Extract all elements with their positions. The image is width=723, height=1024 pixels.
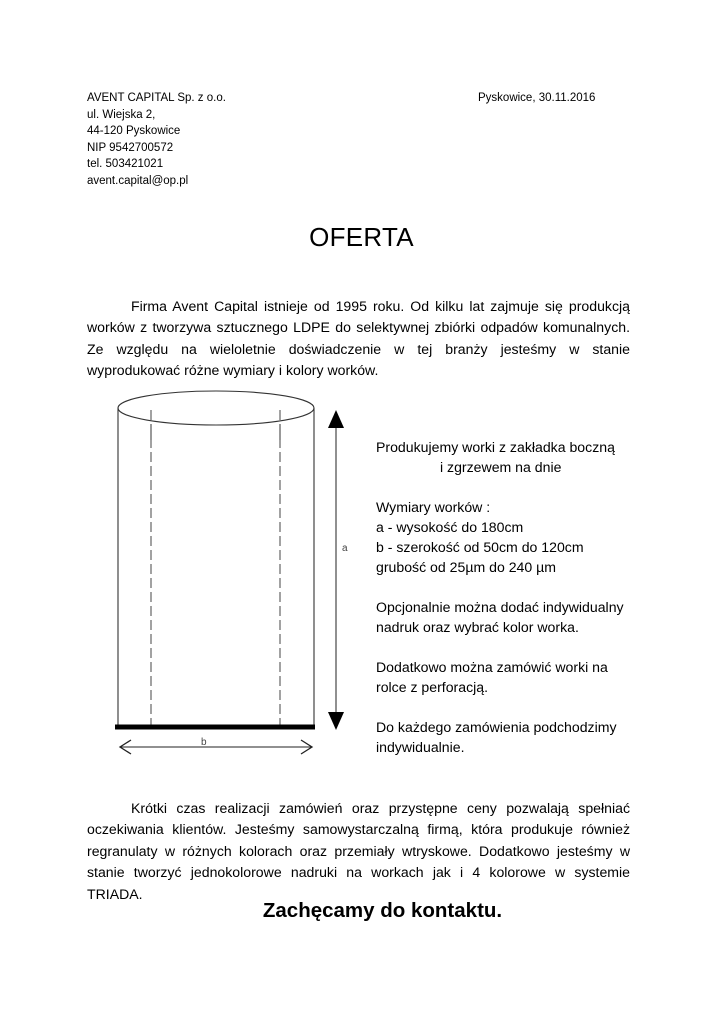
sender-phone: tel. 503421021 — [87, 158, 164, 171]
place-date: Pyskowice, 30.11.2016 — [478, 92, 596, 104]
document-title: OFERTA — [309, 222, 414, 252]
bag-opening-ellipse — [118, 391, 314, 425]
sender-city: 44-120 Pyskowice — [87, 125, 181, 138]
orders-line2: indywidualnie. — [376, 739, 465, 755]
dimensions-heading: Wymiary worków : — [376, 499, 491, 515]
print-option-line2: nadruk oraz wybrać kolor worka. — [376, 619, 579, 635]
rolls-option-line2: rolce z perforacją. — [376, 679, 489, 695]
dimension-a-text: a - wysokość do 180cm — [376, 519, 524, 535]
thickness-text: grubość od 25µm do 240 µm — [376, 559, 556, 575]
sender-email: avent.capital@op.pl — [87, 174, 189, 187]
dimension-b-text: b - szerokość od 50cm do 120cm — [376, 539, 584, 555]
rolls-option-line1: Dodatkowo można zamówić worki na — [376, 659, 608, 675]
dimension-a-label: a — [342, 543, 348, 554]
feature-gusset: Produkujemy worki z zakładka boczną — [376, 439, 615, 455]
closing-statement: Zachęcamy do kontaktu. — [262, 899, 503, 922]
intro-paragraph: Firma Avent Capital istnieje od 1995 roku. Od kilku lat zajmuje się produkcją worków z tworzywa sztucznego LDPE do selektywnej zbiórki odpadów komunalnych. Ze względu na wieloletnie doświadczenie w tej branży jesteśmy w stanie wyprodukować różne wymiary i kolory worków. — [87, 298, 630, 379]
feature-weld: i zgrzewem na dnie — [440, 459, 562, 475]
orders-line1: Do każdego zamówienia podchodzimy — [376, 719, 617, 735]
sender-street: ul. Wiejska 2, — [87, 108, 156, 121]
print-option-line1: Opcjonalnie można dodać indywidualny — [376, 599, 624, 615]
dimension-a-arrow-bottom — [328, 712, 344, 730]
product-features — [376, 437, 666, 757]
sender-nip: NIP 9542700572 — [87, 141, 174, 154]
sender-company: AVENT CAPITAL Sp. z o.o. — [87, 92, 226, 104]
summary-paragraph: Krótki czas realizacji zamówień oraz przystępne ceny pozwalają spełniać oczekiwania klientów. Jesteśmy samowystarczalną firmą, która produkuje również regranulaty w różnych kolorach oraz przemiały wtryskowe. Dodatkowo jesteśmy w stanie tworzyć jednokolorowe nadruki na workach jak i 4 kolorowe w systemie TRIADA. — [87, 800, 630, 902]
dimension-b-label: b — [201, 737, 207, 748]
dimension-a-arrow-top — [328, 410, 344, 428]
